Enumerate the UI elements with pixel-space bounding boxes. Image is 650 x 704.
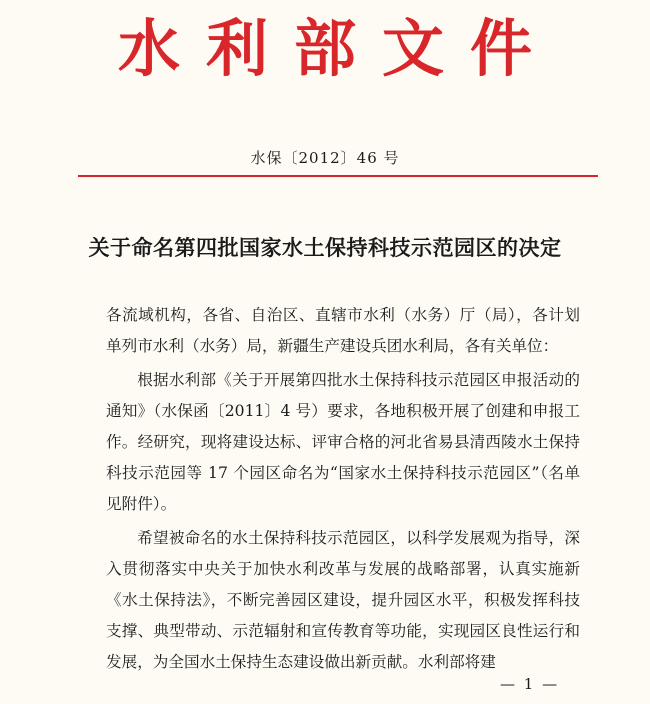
red-divider-line (78, 175, 598, 177)
page-number: — 1 — (500, 675, 560, 693)
document-number: 水保〔2012〕46 号 (250, 149, 400, 167)
masthead-title: 水利部文件 (117, 12, 558, 85)
paragraph-2: 希望被命名的水土保持科技示范园区，以科学发展观为指导，深入贯彻落实中央关于加快水利改革与发展的战略部署，认真实施新《水土保持法》，不断完善园区建设，提升园区水平，积极发挥科技支撑、典型带动、示范辐射和宣传教育等功能，实现园区良性运行和发展，为全国水土保持生态建设做出新贡献。水利部将建 (106, 529, 580, 671)
document-title: 关于命名第四批国家水土保持科技示范园区的决定 (88, 236, 562, 260)
paragraph-1: 根据水利部《关于开展第四批水土保持科技示范园区申报活动的通知》（水保函〔2011〕4 号）要求，各地积极开展了创建和申报工作。经研究，现将建设达标、评审合格的河北省易县清西陵水土保持科技示范园等 17 个园区命名为“国家水土保持科技示范园区”（名单见附件）。 (106, 371, 580, 513)
salutation: 各流域机构，各省、自治区、直辖市水利（水务）厅（局），各计划单列市水利（水务）局，新疆生产建设兵团水利局，各有关单位： (106, 306, 580, 355)
document-body (106, 300, 580, 678)
